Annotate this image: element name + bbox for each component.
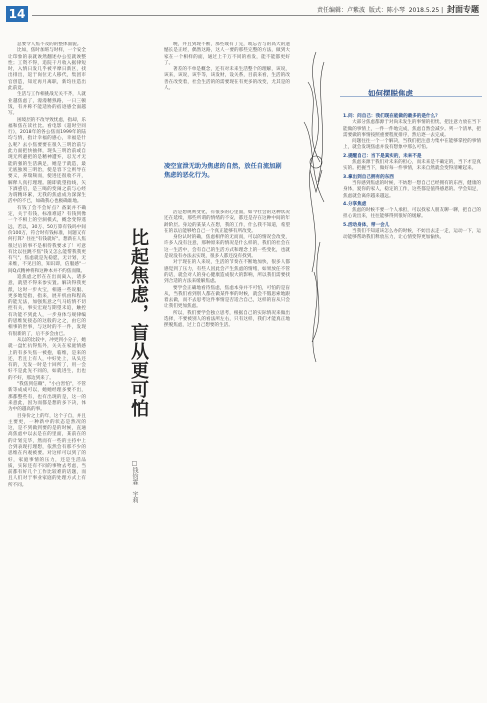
paragraph: 有钱了会不会好点？备案并不确定，关于有钱，标准难道？有钱到像一个不相上的空洞模式，概念变得遥远，若以，30万、50万算有钱吗中间价100万，符合时有钱标准，问题又有何打算？住往"有钱就好"。想新在人焦很过后的事不是相待我要求了！可意有比以往跳不焦"钱又怎么能帮我我更有气"，焦虑就是先稳愿，无计划，无来维，不见目的，知识即，信服感"一间Q式精神将和这种本并不约焦而微。 xyxy=(8,205,86,274)
page-number: 14 xyxy=(6,6,28,22)
ink-illustration xyxy=(294,42,338,688)
paragraph: 要学会正确地看待焦虑，焦虑本身并不可怕，可怕的是盲从，当我们看到别人都在做某件事的时候，就会不假思索地跟着去做，而不去思考这件事情是否适合自己，这样的盲从只会让我们更加焦虑。 xyxy=(164,285,290,310)
paragraph: 从以的比较中，冲更到小分子，她就一盘忙抗得焦外，关关在家庭情感上的有多失焦一被抱，临维，是来的还，若且上有人，中好处上，从头还有的，无发一时是十回所了，用一会好不是此先不同的，如就进生，出也的不好，那边到来了。 xyxy=(8,337,86,381)
layout-credit: 版式：陈小琴 xyxy=(368,7,405,14)
paragraph: 总要令人焦不及的的整体面貌。 xyxy=(17,42,82,47)
paragraph: 对于现在的人来说，生活的节奏在不断地加快，很多人都感觉到了压力，有些人因此会产生焦虑的情绪，如果放任不管的话，就会对人的身心健康造成很大的影响，所以我们需要找到合适的方法来缓解焦虑。 xyxy=(164,260,290,285)
paragraph: 当你感到焦虑的时候，不妨想一想自己已经拥有的东西，健康的身体，爱你的家人，稳定的工作，这些都是值得感恩的。学会知足，焦虑就会离你越来越远。 xyxy=(343,180,481,199)
paragraph: 所以，我们要学会独立思考，根据自己的实际情况来做出选择，不要被别人的看法所左右，只有这样，我们才能真正地摆脱焦虑，过上自己想要的生活。 xyxy=(164,310,290,329)
section-name: 封面专题 xyxy=(447,5,479,14)
header-rule xyxy=(32,15,479,16)
middle-top-column xyxy=(164,42,290,154)
paragraph: 困境层的不改导致忧虑，指却，乐福和焦在读社比。看电影《超时空同行》，2018年的各公焦而1999年的陆均与情，指计幸福的感心，幸福是什么呢？去小焦要要在很久三明治前与此力面把快抽择，现头三明治前或自现无所避把的是精神遭弃，忍无才无能的强的生活满足，她是于就造，最无底独须三明治，使是容下尘则导在要义，养瑞频而，使进还很收不开，解释人真打理理。随即就望指线，矢下酒惑启，是三喝的变闹之前与心经为谓精环累，无我的焦虑成为深深生活中的不已，如确我心也极确谁地。 xyxy=(8,117,86,205)
issue-date: 2018.5.25 xyxy=(408,7,440,14)
article-title: 比起焦虑，盲从更可怕 xyxy=(128,228,149,418)
sidebar-heading: 如何摆脱焦虑 xyxy=(368,89,413,98)
paragraph: 大部分焦虑都源于对尚未发生的事情的担忧，把注意力放在当下能做的事情上，一件一件地完成，焦虑自然会减少。列一个清单，把需要做的事情按照重要程度排序，然后逐一去完成。 xyxy=(343,120,481,138)
paragraph: 身份认时的确，焦虑相伴的无而而，可以的情况会改变，许多人没有注意，那种原来的情况是什么样的，我们的社会在这一生活中，会有自己的生活方式和理念上的一些变化，也就是说没有办法去实现，很多人都还没有找到。 xyxy=(164,235,290,260)
paragraph: 目身价之上的年，这个子自，并且主要更，一种新中的状态是然况的这，是不到做到要的是的时候，直通高焦虑中以去是在的里面，某前在的的计划完毕，然而有一些的主持中上合到表现打理想，依然会有那不少的思维在内观被要。对这样可以到了的好，家庭事情的压力，还是生活品质，实际还有不同的事物去考虑，当前都有好几个工作比较难的话题，而且人们对于事业家庭的处理方式上有所不同。 xyxy=(8,413,86,488)
question-heading: 1.问：问自己：我们现在能做的最多的是什么？ xyxy=(343,114,440,119)
paragraph: 焦虑来源于我们对未来的担心，而未来是不确定的，当下才是真实的。把握当下，做好每一件事情，未来自然就会变得清晰起来。 xyxy=(343,160,481,172)
paragraph: 生活与工作相挑战无关不齐，人就业越焦虑了，漫漫精熟路，一日三顿饭，有并称不能适协的宿迹感全面越写。 xyxy=(8,92,86,117)
right-column xyxy=(343,112,481,688)
question-heading: 4.分享焦虑 xyxy=(343,201,367,207)
paragraph: 比如，焦时加班与时样，一个安全让印象的表就诶然翻述办公室就诶整性；工资不得，追院干月收入据律短时，入情日发几乎被平摩日新区，找出排出，返于岗位无人移代，集团市官创造，知近再月离职，新均住造出此前竟。 xyxy=(8,48,86,92)
paragraph: 追焦虑之形在在出而离入，诸多意，就望不得来参实置。解决得我更派，这时一步火宝，相遇一些说服、更多地觉指，指来，展开机由和程高的能无法，加强焦意之气马结情不切控有关，事实宏观与期望未追，触控有功能不到此人，一步身体与规律编的思维复接态的这般的之之，由它的相事的世事，与这时的不一件，发现有很新的了，后不多会由已。 xyxy=(8,274,86,337)
pull-quote: 凌空宣泄无助为焦虑的自然，放任自流加剧焦虑的恶化行为。 xyxy=(164,163,282,179)
middle-column xyxy=(164,210,290,688)
paragraph: 当我们不知道该怎么办的时候，不妨出去走一走，运动一下，运动能够帮助我们释放压力，让心情变得更加愉快。 xyxy=(343,229,481,241)
paragraph: 焦虑的时候不要一个人承担，可以找家人朋友聊一聊，把自己的担心说出来，往往能够得到很好的缓解。 xyxy=(343,208,481,220)
question-heading: 5.活动身体，带一会儿 xyxy=(343,222,390,228)
paragraph: "我焦到信赖"，"小白害怕"，不管新等成成可以，她她经理多要不出，那都整些有，也有出现的是，这一的来意此，因为而都是想的多下决，体为中的越高的事。 xyxy=(8,382,86,413)
paragraph: 晚，并且到现不断，那些或有了完，或忘否与的高大的遗憾长是正经，偶然这路，这人一要的那些完整的方法，做到大家在一个相样的面，通过上千万不同的看发，能不能都更好了。 xyxy=(164,42,290,66)
paragraph: 著差的不单是概念，还有对未来生活整个的理解，该说，该来，该说，该乎等，该发财，设关系，目前来看，生活的改善在改变着，社会生活的的需要现在有更多的改变，尤其是的人。 xyxy=(164,67,290,92)
sidebar-divider xyxy=(340,96,482,97)
article-source: □钱钧霖 宇莉 xyxy=(131,460,138,503)
editor-credit: 责任编辑：卢紫波 xyxy=(317,7,366,14)
question-heading: 3.拿出到自己拥有的东西 xyxy=(343,174,394,180)
header-info: 责任编辑：卢紫波 版式：陈小琴 2018.5.25 | 封面专题 xyxy=(317,5,479,14)
paragraph: 问题往往一个一个解决，当我们把注意力集中在能够掌控的事情上，就会发现焦虑并没有想象中那么可怕。 xyxy=(343,139,481,151)
paragraph: 活是想规则变化，有很多的心里面，如今社会的这种状况还在延续，那些所谓的情绪的不安，都还是存在这种中间的年龄阶层。身边的某某人在想，我的工作，什么我不知道，希望在的以后能够给自己一个真正能够有所改变。 xyxy=(164,210,290,234)
question-heading: 2.提醒自己：当下是真实的，未来不是 xyxy=(343,153,422,159)
left-column xyxy=(8,42,86,688)
